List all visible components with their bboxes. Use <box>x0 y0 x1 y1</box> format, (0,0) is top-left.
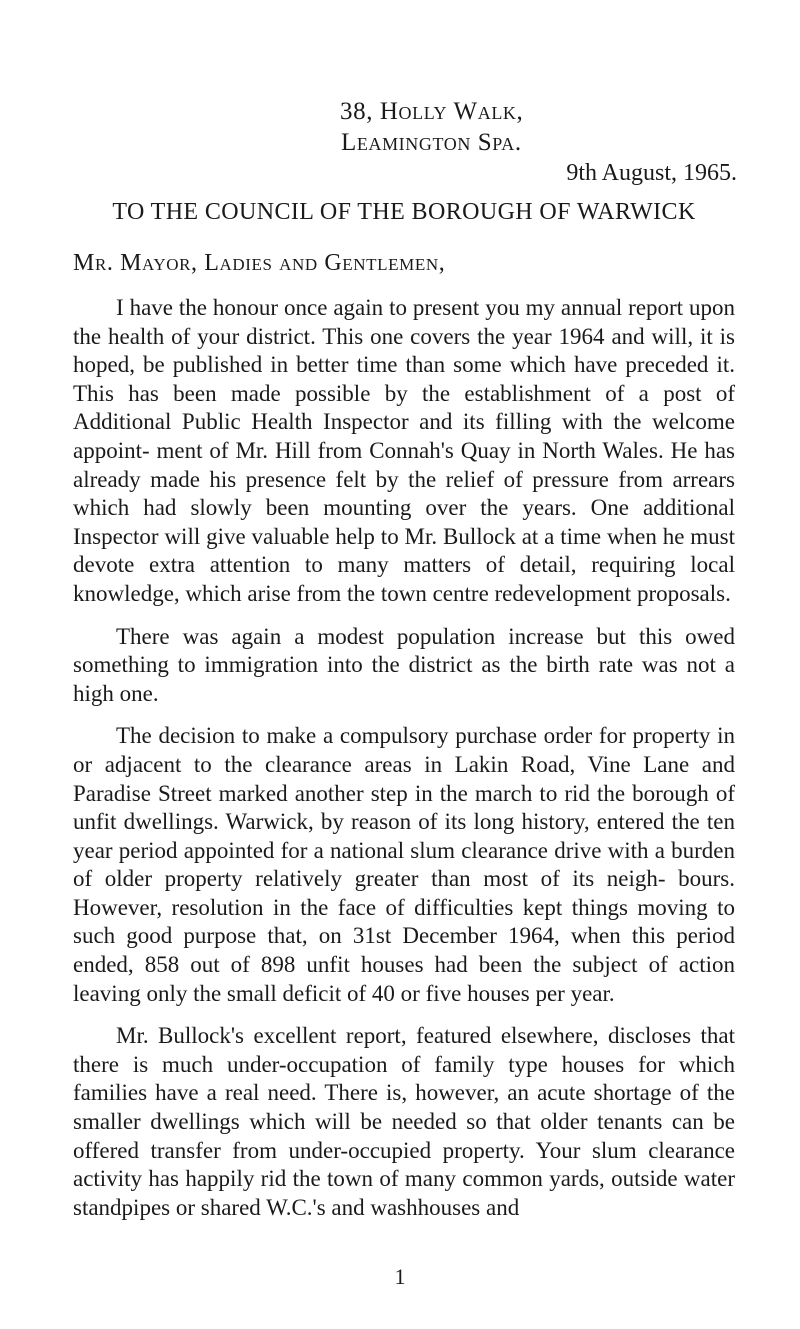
sender-address <box>340 96 735 158</box>
addressee-heading: TO THE COUNCIL OF THE BOROUGH OF WARWICK <box>112 199 696 225</box>
letter-page <box>73 96 735 1222</box>
salutation: Mr. Mayor, Ladies and Gentlemen, <box>73 250 446 276</box>
address-line-2: Leamington Spa. <box>341 129 522 156</box>
paragraph-1: I have the honour once again to present you my annual report upon the health of your district. This one covers the year 1964 and will, it is hoped, be published in better time than some which have preceded it. This has been made possible by the establishment of a post of Additional Public Health Inspector and its filling with the welcome appoint- ment of Mr. Hill from Connah's Quay in North Wales. He has already made his presence felt by the relief of pressure from arrears which had slowly been mounting over the years. One additional Inspector will give valuable help to Mr. Bullock at a time when he must devote extra attention to many matters of detail, requiring local knowledge, which arise from the town centre redevelopment proposals. <box>73 295 735 606</box>
paragraph-3: The decision to make a compulsory purchase order for property in or adjacent to the clearance areas in Lakin Road, Vine Lane and Paradise Street marked another step in the march to rid the borough of unfit dwellings. Warwick, by reason of its long history, entered the ten year period appointed for a national slum clearance drive with a burden of older property relatively greater than most of its neigh- bours. However, resolution in the face of difficulties kept things moving to such good purpose that, on 31st December 1964, when this period ended, 858 out of 898 unfit houses had been the subject of action leaving only the small deficit of 40 or five houses per year. <box>73 723 735 1006</box>
paragraph-2: There was again a modest population increase but this owed something to immigration into the district as the birth rate was not a high one. <box>73 623 735 706</box>
paragraph-4: Mr. Bullock's excellent report, featured elsewhere, discloses that there is much under-occupation of family type houses for which families have a real need. There is, however, an acute shortage of the smaller dwellings which will be needed so that older tenants can be offered transfer from under-occupied property. Your slum clearance activity has happily rid the town of many common yards, outside water standpipes or shared W.C.'s and washhouses and <box>73 1023 735 1220</box>
letter-date: 9th August, 1965. <box>566 160 737 186</box>
address-line-1: 38, Holly Walk, <box>340 98 524 125</box>
page-number: 1 <box>394 1264 406 1289</box>
